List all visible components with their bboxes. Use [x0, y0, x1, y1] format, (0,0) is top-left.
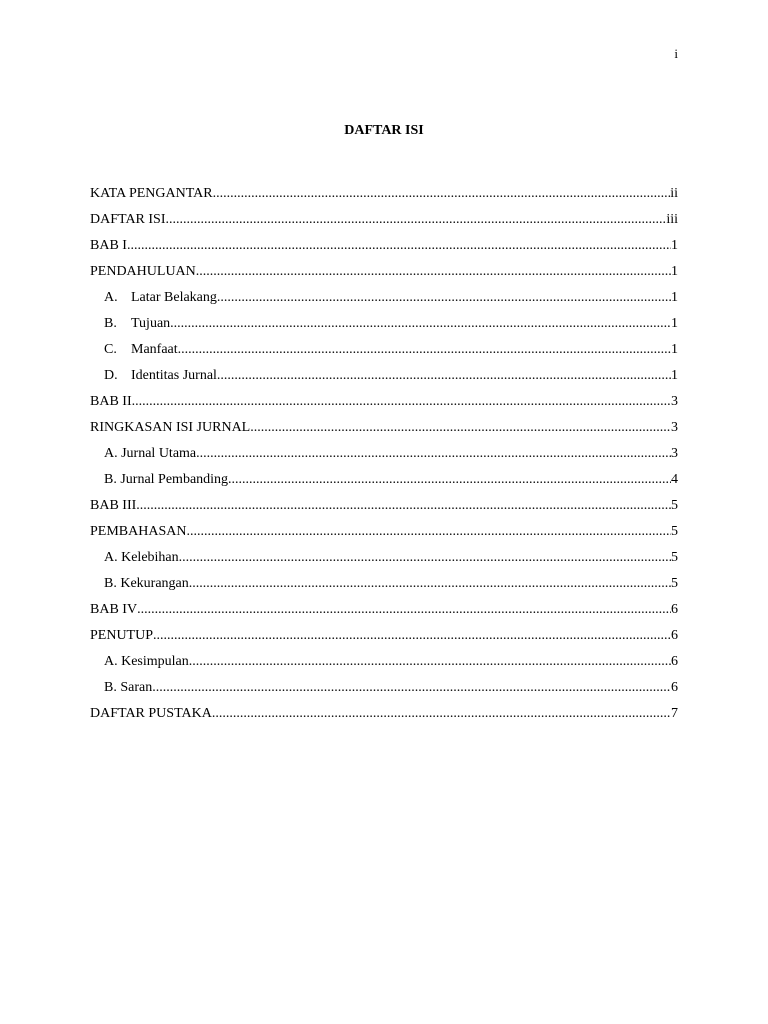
toc-entry[interactable]	[90, 311, 678, 337]
toc-dot-leader	[213, 181, 671, 207]
toc-entry-label: A. Jurnal Utama	[104, 446, 197, 461]
toc-entry-marker: D.	[104, 368, 118, 383]
table-of-contents	[90, 181, 678, 727]
toc-dot-leader	[212, 701, 671, 727]
toc-entry[interactable]	[90, 597, 678, 623]
toc-entry-page-number: 1	[671, 316, 678, 331]
toc-entry-label: A. Kesimpulan	[104, 654, 189, 669]
toc-dot-leader	[132, 389, 671, 415]
toc-entry[interactable]	[90, 675, 678, 701]
toc-entry-label: KATA PENGANTAR	[90, 186, 213, 201]
page-number: i	[674, 46, 678, 61]
toc-entry-page-number: 1	[671, 238, 678, 253]
toc-dot-leader	[179, 545, 671, 571]
toc-entry-page-number: 3	[671, 420, 678, 435]
toc-entry[interactable]	[90, 519, 678, 545]
toc-entry[interactable]	[90, 259, 678, 285]
toc-entry[interactable]	[90, 415, 678, 441]
toc-entry-label: PENUTUP	[90, 628, 154, 643]
toc-entry-label: DAFTAR PUSTAKA	[90, 706, 212, 721]
toc-entry-marker: A.	[104, 290, 118, 305]
toc-entry-label: B. Jurnal Pembanding	[104, 472, 229, 487]
toc-entry-page-number: 5	[671, 550, 678, 565]
toc-entry[interactable]	[90, 571, 678, 597]
toc-entry-label: BAB III	[90, 498, 137, 513]
toc-dot-leader	[127, 233, 671, 259]
toc-entry[interactable]	[90, 233, 678, 259]
toc-entry-page-number: iii	[666, 212, 678, 227]
toc-entry-page-number: 1	[671, 290, 678, 305]
toc-entry[interactable]	[90, 337, 678, 363]
toc-dot-leader	[186, 519, 671, 545]
toc-entry-label: Manfaat	[131, 342, 178, 357]
toc-entry[interactable]	[90, 545, 678, 571]
toc-entry-page-number: 3	[671, 446, 678, 461]
toc-entry[interactable]	[90, 441, 678, 467]
toc-dot-leader	[152, 675, 671, 701]
toc-dot-leader	[196, 441, 671, 467]
toc-entry-label: BAB II	[90, 394, 132, 409]
toc-dot-leader	[217, 285, 671, 311]
toc-entry[interactable]	[90, 649, 678, 675]
toc-entry[interactable]	[90, 181, 678, 207]
toc-entry-page-number: 1	[671, 342, 678, 357]
toc-dot-leader	[166, 207, 667, 233]
toc-entry-label: PENDAHULUAN	[90, 264, 196, 279]
toc-dot-leader	[250, 415, 671, 441]
toc-entry-label: BAB IV	[90, 602, 138, 617]
toc-entry-page-number: 6	[671, 628, 678, 643]
toc-entry[interactable]	[90, 701, 678, 727]
toc-dot-leader	[178, 337, 671, 363]
toc-entry-page-number: 5	[671, 498, 678, 513]
toc-entry-page-number: 7	[671, 706, 678, 721]
toc-entry[interactable]	[90, 363, 678, 389]
toc-dot-leader	[217, 363, 671, 389]
toc-entry-page-number: 5	[671, 524, 678, 539]
toc-entry-page-number: 5	[671, 576, 678, 591]
toc-entry-label: A. Kelebihan	[104, 550, 179, 565]
toc-dot-leader	[189, 649, 671, 675]
toc-dot-leader	[170, 311, 671, 337]
toc-entry-label: RINGKASAN ISI JURNAL	[90, 420, 251, 435]
toc-entry-page-number: 6	[671, 654, 678, 669]
toc-entry-marker: C.	[104, 342, 117, 357]
toc-dot-leader	[228, 467, 671, 493]
toc-dot-leader	[196, 259, 671, 285]
toc-entry-label: DAFTAR ISI	[90, 212, 166, 227]
toc-entry-page-number: 4	[671, 472, 678, 487]
toc-entry-label: B. Saran	[104, 680, 153, 695]
toc-entry-label: PEMBAHASAN	[90, 524, 187, 539]
toc-entry-page-number: 1	[671, 368, 678, 383]
toc-entry-label: Latar Belakang	[131, 290, 217, 305]
toc-entry[interactable]	[90, 207, 678, 233]
toc-entry[interactable]	[90, 493, 678, 519]
toc-dot-leader	[136, 493, 671, 519]
page-title: DAFTAR ISI	[344, 123, 424, 138]
toc-entry-marker: B.	[104, 316, 117, 331]
toc-entry-page-number: 6	[671, 680, 678, 695]
toc-entry-page-number: 1	[671, 264, 678, 279]
toc-entry-label: B. Kekurangan	[104, 576, 189, 591]
toc-entry-label: Identitas Jurnal	[131, 368, 217, 383]
toc-dot-leader	[153, 623, 671, 649]
toc-dot-leader	[189, 571, 671, 597]
toc-entry-page-number: 3	[671, 394, 678, 409]
toc-entry-label: Tujuan	[131, 316, 171, 331]
toc-dot-leader	[137, 597, 671, 623]
toc-entry-label: BAB I	[90, 238, 127, 253]
toc-entry[interactable]	[90, 467, 678, 493]
toc-entry-page-number: ii	[670, 186, 678, 201]
toc-entry[interactable]	[90, 623, 678, 649]
toc-entry-page-number: 6	[671, 602, 678, 617]
toc-entry[interactable]	[90, 389, 678, 415]
toc-entry[interactable]	[90, 285, 678, 311]
